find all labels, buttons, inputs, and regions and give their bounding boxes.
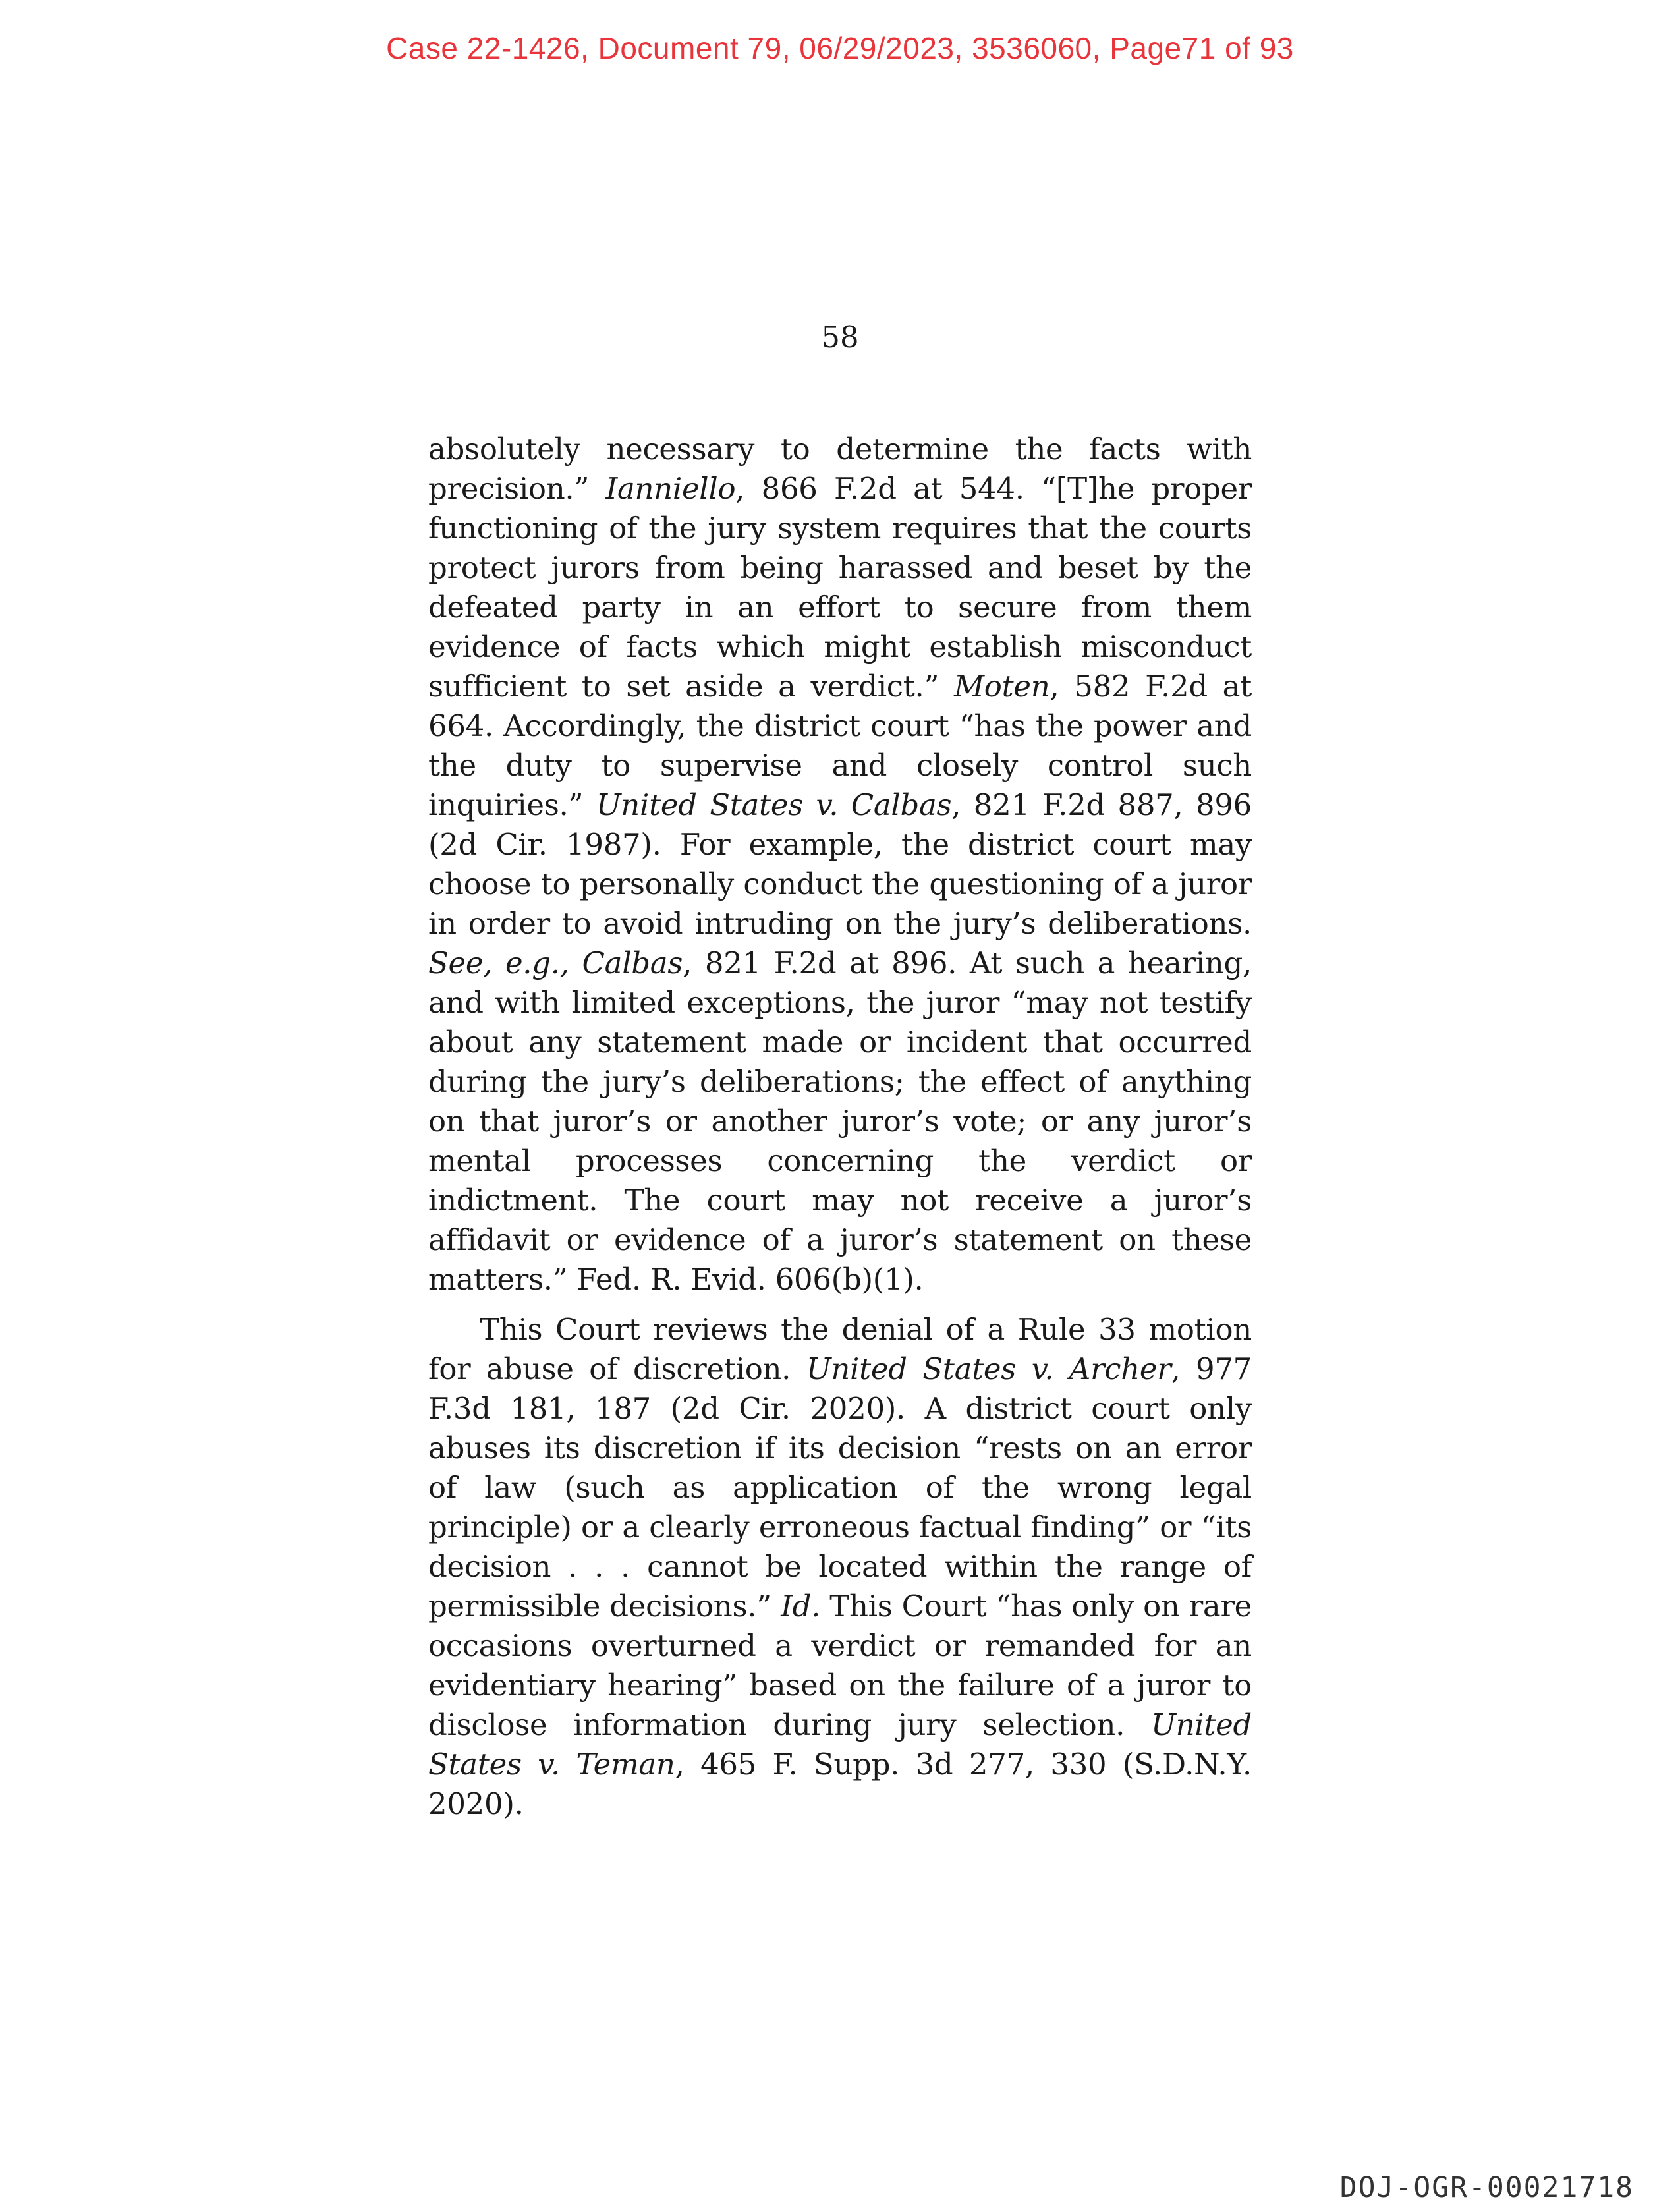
text-run: , 582 F.2d at 664. Accordingly, the district court “has the power and the duty to supervise and closely control such inquiries.” — [428, 669, 1252, 822]
text-run: , 977 F.3d 181, 187 (2d Cir. 2020). A district court only abuses its discretion if its decision “rests on an error of law (such as application of the wrong legal principle) or a clearly erroneous factual finding” or “its decision . . . cannot be located within the range of permissible decisions.” — [428, 1351, 1252, 1624]
case-citation: Ianniello — [605, 471, 736, 506]
text-run: , 821 F.2d 887, 896 (2d Cir. 1987). For example, the district court may choose to personally conduct the questioning of a juror in order to avoid intruding on the jury’s deliberations. — [428, 787, 1252, 941]
bates-number: DOJ-OGR-00021718 — [1339, 2171, 1634, 2204]
paragraph-1 — [428, 430, 1252, 1299]
text-run: This Court reviews the denial of a Rule 33 motion for abuse of discretion. — [428, 1312, 1252, 1386]
case-citation: Id. — [781, 1589, 821, 1624]
paragraph-2 — [428, 1310, 1252, 1824]
text-run: , 866 F.2d at 544. “[T]he proper functioning of the jury system requires that the courts protect jurors from being harassed and beset by the defeated party in an effort to secure from them evidence of facts which might establish misconduct sufficient to set aside a verdict.” — [428, 471, 1252, 704]
text-run: This Court “has only on rare occasions overturned a verdict or remanded for an evidentiary hearing” based on the failure of a juror to disclose information during jury selection. — [428, 1589, 1252, 1742]
text-run: , 465 F. Supp. 3d 277, 330 (S.D.N.Y. 2020). — [428, 1747, 1252, 1821]
case-citation: See, e.g., Calbas — [428, 946, 683, 980]
case-citation: United States v. Archer — [806, 1351, 1171, 1386]
text-run: absolutely necessary to determine the facts with precision.” — [428, 432, 1252, 506]
document-body — [428, 430, 1252, 1824]
case-citation: Moten — [954, 669, 1050, 704]
case-header-stamp: Case 22-1426, Document 79, 06/29/2023, 3536060, Page71 of 93 — [386, 31, 1294, 65]
case-citation: United States v. Teman — [428, 1707, 1252, 1782]
case-citation: United States v. Calbas — [596, 787, 952, 822]
text-run: , 821 F.2d at 896. At such a hearing, and with limited exceptions, the juror “may not testify about any statement made or incident that occurred during the jury’s deliberations; the effect of anything on that juror’s or another juror’s vote; or any juror’s mental processes concerning the verdict or indictment. The court may not receive a juror’s affidavit or evidence of a juror’s statement on these matters.” Fed. R. Evid. 606(b)(1). — [428, 946, 1252, 1297]
page-number: 58 — [821, 320, 859, 354]
